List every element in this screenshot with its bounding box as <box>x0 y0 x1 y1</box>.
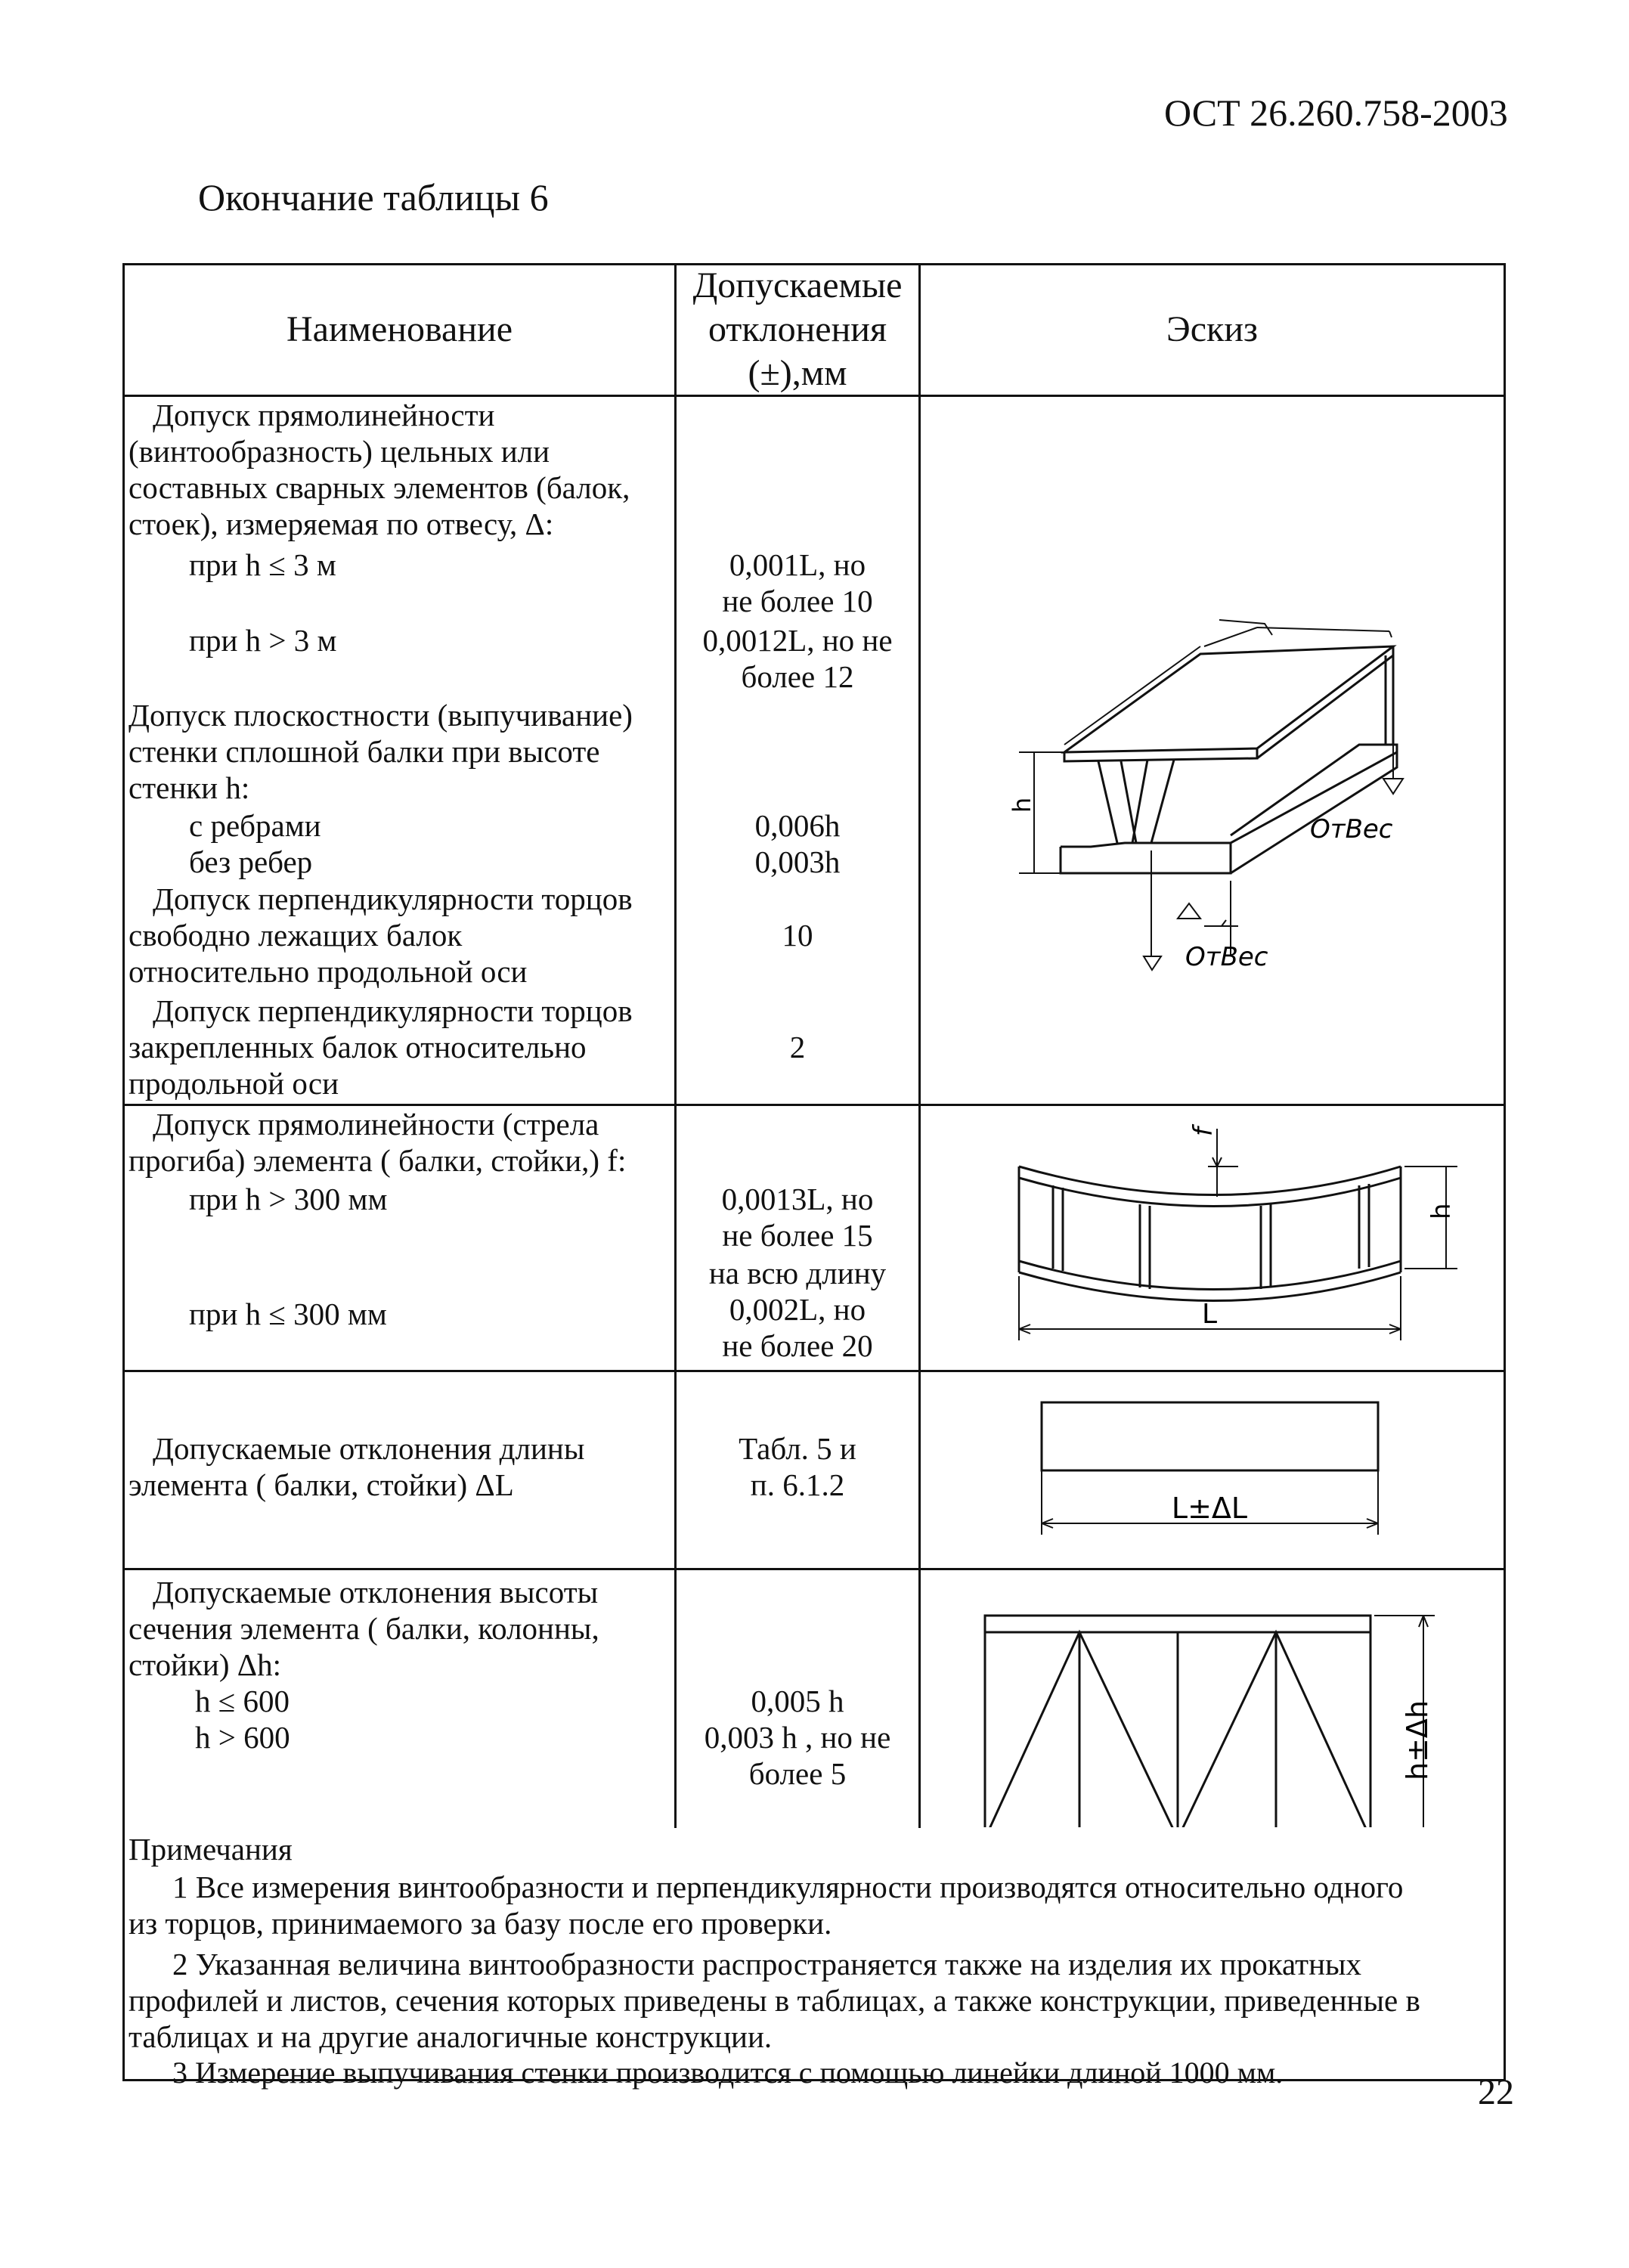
row2-name-line: при h > 300 мм <box>189 1182 388 1216</box>
row4-name-line: h > 600 <box>195 1720 290 1755</box>
row1-name-line: без ребер <box>189 844 313 879</box>
row1-value-line: 0,0012L, но не <box>702 623 893 658</box>
row1-name-line: закрепленных балок относительно <box>129 1030 587 1064</box>
sketch-label-height: h±Δh <box>1401 1699 1434 1781</box>
col-header-deviation-2: отклонения <box>708 309 887 349</box>
notes-title: Примечания <box>129 1832 293 1867</box>
row1-name-line: (винтообразность) цельных или <box>129 434 550 469</box>
note-line: профилей и листов, сечения которых приведены в таблицах, а также конструкции, приведенные в <box>129 1983 1420 2018</box>
page-number: 22 <box>1478 2072 1514 2112</box>
sketch-label-L: L <box>1201 1299 1218 1330</box>
row1-name-line: продольной оси <box>129 1066 339 1101</box>
row1-value-line: 0,001L, но <box>729 547 866 582</box>
row3-value-line: п. 6.1.2 <box>750 1467 845 1502</box>
sketch-label-plumb-right: ОтВес <box>1310 814 1393 844</box>
col-header-name: Наименование <box>286 309 513 349</box>
sketch-length <box>921 1372 1504 1566</box>
row1-name-line: Допуск перпендикулярности торцов <box>153 993 633 1028</box>
row1-value-line: не более 10 <box>722 584 873 618</box>
row4-value-line: 0,005 h <box>751 1684 844 1718</box>
table-left-border <box>122 263 125 2081</box>
row1-name-line: Допуск плоскостности (выпучивание) <box>129 698 633 733</box>
row1-value-line: 0,006h <box>754 808 841 843</box>
row3-name-line: элемента ( балки, стойки) ΔL <box>129 1467 514 1502</box>
row1-name-line: составных сварных элементов (балок, <box>129 470 630 505</box>
note-line: из торцов, принимаемого за базу после его проверки. <box>129 1906 832 1941</box>
row1-name-line: Допуск прямолинейности <box>153 398 495 432</box>
document-code: ОСТ 26.260.758-2003 <box>1164 91 1508 134</box>
row1-value-line: 0,003h <box>754 844 841 879</box>
sketch-bent-beam <box>921 1106 1504 1368</box>
svg-text:h: h <box>1008 797 1036 813</box>
note-line: таблицах и на другие аналогичные конструкции. <box>129 2019 773 2054</box>
row3-value-line: Табл. 5 и <box>739 1431 856 1466</box>
table-right-border <box>1504 263 1506 2081</box>
col-header-deviation-3: (±),мм <box>748 353 847 393</box>
row2-value-line: не более 20 <box>722 1328 873 1363</box>
row1-value-line: более 12 <box>741 659 854 694</box>
sketch-ibeam-plumb <box>921 397 1504 1101</box>
row2-name-line: прогиба) элемента ( балки, стойки,) f: <box>129 1143 627 1178</box>
row2-name-line: при h ≤ 300 мм <box>189 1297 387 1331</box>
row4-name-line: стойки) Δh: <box>129 1647 282 1682</box>
row1-name-line: при h ≤ 3 м <box>189 547 336 582</box>
row4-name-line: Допускаемые отклонения высоты <box>153 1575 599 1610</box>
row1-value-line: 10 <box>782 918 813 953</box>
sketch-label-f: f <box>1188 1127 1219 1136</box>
table-continuation-title: Окончание таблицы 6 <box>198 176 549 218</box>
col-header-deviation-1: Допускаемые <box>692 265 903 305</box>
row3-name-line: Допускаемые отклонения длины <box>153 1431 585 1466</box>
note-line: 3 Измерение выпучивания стенки производится с помощью линейки длиной 1000 мм. <box>172 2056 1284 2090</box>
row4-name-line: сечения элемента ( балки, колонны, <box>129 1611 599 1646</box>
row1-value-line: 2 <box>789 1030 806 1064</box>
sketch-label-plumb-bottom: ОтВес <box>1185 942 1268 972</box>
row2-value-line: 0,0013L, но <box>721 1182 874 1216</box>
row2-value-line: 0,002L, но <box>729 1292 866 1327</box>
row1-name-line: относительно продольной оси <box>129 954 528 989</box>
row2-value-line: не более 15 <box>722 1218 873 1253</box>
row2-name-line: Допуск прямолинейности (стрела <box>153 1107 599 1142</box>
row4-name-line: h ≤ 600 <box>195 1684 290 1718</box>
row2-value-line: на всю длину <box>708 1256 887 1290</box>
row1-name-line: при h > 3 м <box>189 623 337 658</box>
sketch-label-length: L±ΔL <box>1171 1492 1248 1525</box>
note-line: 1 Все измерения винтообразности и перпендикулярности производятся относительно одного <box>172 1870 1404 1904</box>
row1-name-line: свободно лежащих балок <box>129 918 463 953</box>
row1-name-line: стоек), измеряемая по отвесу, Δ: <box>129 507 554 541</box>
col-header-sketch: Эскиз <box>1166 309 1258 349</box>
row1-name-line: Допуск перпендикулярности торцов <box>153 881 633 916</box>
sketch-truss-height <box>921 1570 1504 1827</box>
row1-name-line: стенки сплошной балки при высоте <box>129 734 600 769</box>
row4-value-line: более 5 <box>748 1756 847 1791</box>
note-line: 2 Указанная величина винтообразности распространяется также на изделия их прокатных <box>172 1947 1362 1981</box>
row1-name-line: стенки h: <box>129 770 250 805</box>
row4-value-line: 0,003 h , но не <box>704 1720 891 1755</box>
sketch-label-h: h <box>1426 1203 1457 1219</box>
row1-name-line: с ребрами <box>189 808 321 843</box>
